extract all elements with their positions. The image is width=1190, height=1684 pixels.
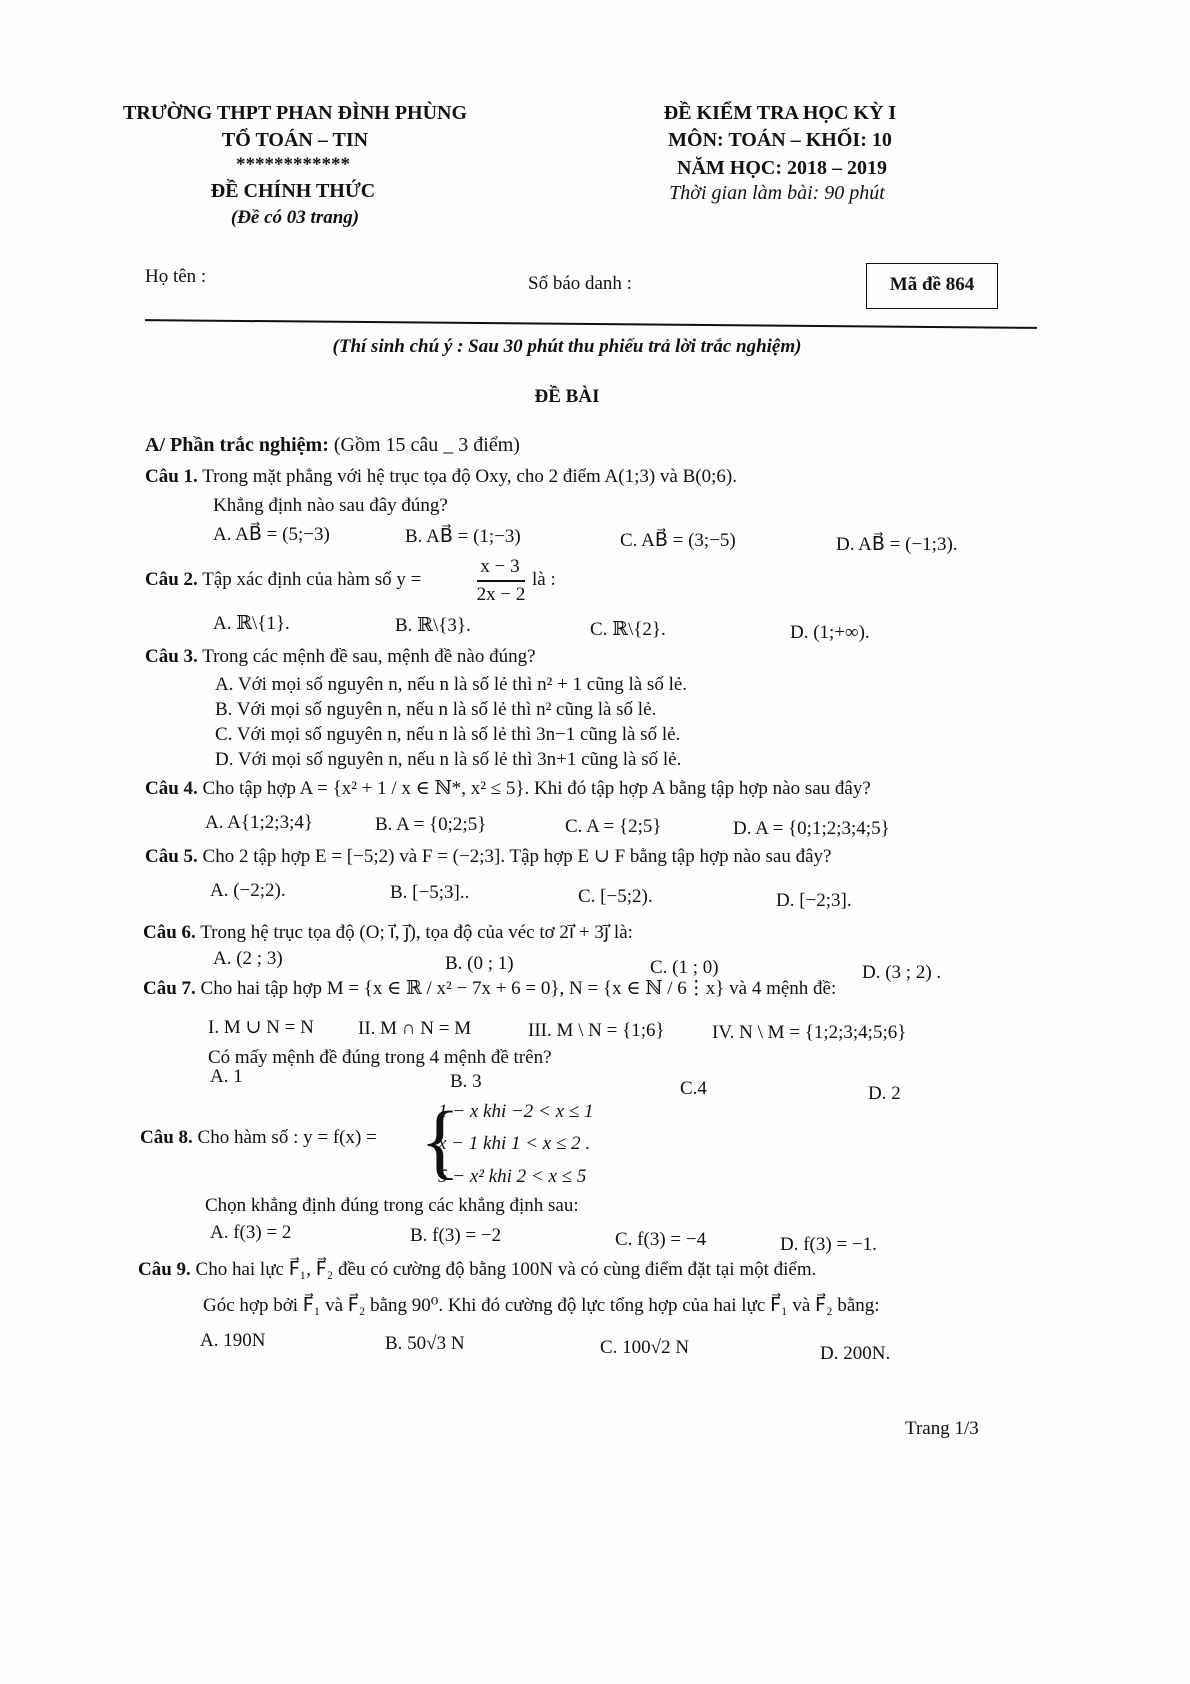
question-label: Câu 2. (145, 569, 198, 590)
section-detail: (Gồm 15 câu _ 3 điểm) (333, 434, 520, 456)
school-year: NĂM HỌC: 2018 – 2019 (677, 157, 887, 179)
case-3: 5 − x² khi 2 < x ≤ 5 (438, 1166, 587, 1187)
question-3 (145, 646, 536, 668)
question-label: Câu 5. (145, 846, 198, 867)
statement-3: III. M \ N = {1;6} (528, 1020, 665, 1041)
option-b: B. [−5;3].. (390, 882, 470, 903)
question-label: Câu 3. (145, 646, 198, 667)
question-label: Câu 8. (140, 1127, 193, 1148)
question-stem: Trong hệ trục tọa độ (O; i⃗, j⃗), tọa độ của véc tơ 2i⃗ + 3j⃗ là: (200, 922, 633, 943)
fraction-bar (477, 580, 525, 582)
piecewise-brace: { (420, 1095, 461, 1188)
option-b: B. Với mọi số nguyên n, nếu n là số lẻ thì n² cũng là số lẻ. (215, 699, 657, 720)
option-d: D. 200N. (820, 1343, 891, 1364)
question-stem: Cho tập hợp A = {x² + 1 / x ∈ ℕ*, x² ≤ 5}. Khi đó tập hợp A bằng tập hợp nào sau đây? (202, 778, 871, 799)
option-a: A. AB⃗ = (5;−3) (213, 524, 330, 545)
official-label: ĐỀ CHÍNH THỨC (210, 180, 376, 202)
option-a: A. (2 ; 3) (213, 948, 283, 969)
candidate-note: (Thí sinh chú ý : Sau 30 phút thu phiếu trả lời trắc nghiệm) (332, 336, 802, 357)
option-b: B. f(3) = −2 (410, 1225, 502, 1246)
option-c: C. (1 ; 0) (650, 957, 719, 978)
option-a: A. (−2;2). (210, 880, 286, 901)
statement-4: IV. N \ M = {1;2;3;4;5;6} (712, 1022, 907, 1043)
option-c: C. f(3) = −4 (615, 1229, 707, 1250)
option-d: D. Với mọi số nguyên n, nếu n là số lẻ thì 3n+1 cũng là số lẻ. (215, 749, 682, 770)
option-b: B. AB⃗ = (1;−3) (405, 526, 521, 547)
fraction-denominator: 2x − 2 (476, 584, 526, 605)
option-a: A. A{1;2;3;4} (205, 812, 313, 833)
question-label: Câu 1. (145, 466, 198, 487)
option-b: B. ℝ\{3}. (395, 615, 471, 636)
option-c: C. Với mọi số nguyên n, nếu n là số lẻ thì 3n−1 cũng là số lẻ. (215, 724, 681, 745)
question-8 (140, 1127, 377, 1149)
statement-1: I. M ∪ N = N (208, 1017, 314, 1038)
option-c: C. AB⃗ = (3;−5) (620, 530, 736, 551)
option-d: D. [−2;3]. (776, 890, 852, 911)
option-c: C.4 (680, 1078, 707, 1099)
option-d: D. A = {0;1;2;3;4;5} (733, 818, 890, 839)
question-stem-end: là : (532, 569, 556, 590)
option-c: C. A = {2;5} (565, 816, 662, 837)
case-1: 1 − x khi −2 < x ≤ 1 (438, 1101, 594, 1122)
question-stem: Cho hàm số : y = f(x) = (197, 1127, 377, 1148)
option-a: A. Với mọi số nguyên n, nếu n là số lẻ thì n² + 1 cũng là số lẻ. (215, 674, 688, 695)
option-d: D. AB⃗ = (−1;3). (836, 534, 958, 555)
question-stem: Tập xác định của hàm số y = (202, 569, 422, 590)
question-stem-2: Có mấy mệnh đề đúng trong 4 mệnh đề trên? (208, 1047, 552, 1068)
exam-code: Mã đề 864 (889, 274, 975, 295)
name-field: Họ tên : (145, 266, 207, 287)
section-label: A/ Phần trắc nghiệm: (145, 434, 329, 456)
option-d: D. 2 (868, 1083, 901, 1104)
exam-time: Thời gian làm bài: 90 phút (669, 182, 885, 204)
option-c: C. [−5;2). (578, 886, 653, 907)
option-c: C. ℝ\{2}. (590, 619, 666, 640)
statement-2: II. M ∩ N = M (358, 1018, 472, 1039)
option-b: B. 3 (450, 1071, 482, 1092)
question-stem: Trong mặt phẳng với hệ trục tọa độ Oxy, cho 2 điểm A(1;3) và B(0;6). (202, 466, 737, 487)
question-2 (145, 569, 421, 591)
option-b: B. (0 ; 1) (445, 953, 514, 974)
question-9 (138, 1258, 816, 1281)
pages-note: (Đề có 03 trang) (230, 207, 360, 228)
question-stem: Trong các mệnh đề sau, mệnh đề nào đúng? (202, 646, 536, 667)
candidate-number-field: Số báo danh : (528, 273, 632, 294)
question-stem: Cho hai tập hợp M = {x ∈ ℝ / x² − 7x + 6 = 0}, N = {x ∈ ℕ / 6⋮x} và 4 mệnh đề: (200, 978, 837, 999)
case-2: x − 1 khi 1 < x ≤ 2 . (438, 1133, 591, 1154)
option-d: D. f(3) = −1. (780, 1234, 877, 1255)
option-c: C. 100√2 N (600, 1337, 690, 1358)
question-stem-2: Khẳng định nào sau đây đúng? (213, 495, 448, 516)
option-d: D. (1;+∞). (790, 622, 870, 643)
section-heading (145, 434, 520, 457)
question-stem-2: Góc hợp bởi F⃗₁ và F⃗₂ bằng 90⁰. Khi đó cường độ lực tổng hợp của hai lực F⃗₁ và F⃗₂ bằng: (203, 1295, 880, 1316)
question-label: Câu 9. (138, 1259, 191, 1280)
option-b: B. A = {0;2;5} (375, 814, 487, 835)
section-title: ĐỀ BÀI (534, 386, 600, 407)
question-label: Câu 4. (145, 778, 198, 799)
exam-title: ĐỀ KIỂM TRA HỌC KỲ I (663, 102, 897, 124)
option-d: D. (3 ; 2) . (862, 962, 942, 983)
question-stem-2: Chọn khẳng định đúng trong các khẳng định sau: (205, 1195, 579, 1216)
question-label: Câu 6. (143, 922, 196, 943)
divider (145, 319, 1037, 329)
option-b: B. 50√3 N (385, 1333, 465, 1354)
page-number: Trang 1/3 (905, 1418, 979, 1439)
question-7 (143, 977, 836, 1000)
school-name: TRƯỜNG THPT PHAN ĐÌNH PHÙNG (122, 102, 468, 124)
subject: MÔN: TOÁN – KHỐI: 10 (668, 129, 892, 151)
question-stem: Cho hai lực F⃗₁, F⃗₂ đều có cường độ bằng 100N và có cùng điểm đặt tại một điểm. (195, 1259, 817, 1280)
option-a: A. 190N (200, 1330, 266, 1351)
option-a: A. 1 (210, 1066, 243, 1087)
fraction-numerator: x − 3 (480, 556, 520, 577)
question-1 (145, 466, 737, 488)
question-label: Câu 7. (143, 978, 196, 999)
option-a: A. f(3) = 2 (210, 1222, 292, 1243)
question-stem: Cho 2 tập hợp E = [−5;2) và F = (−2;3]. Tập hợp E ∪ F bằng tập hợp nào sau đây? (202, 846, 832, 867)
stars-divider: ************ (236, 154, 350, 175)
question-6 (143, 921, 633, 944)
question-4 (145, 777, 871, 800)
department: TỔ TOÁN – TIN (221, 129, 369, 151)
option-a: A. ℝ\{1}. (213, 613, 290, 634)
question-5 (145, 845, 831, 868)
